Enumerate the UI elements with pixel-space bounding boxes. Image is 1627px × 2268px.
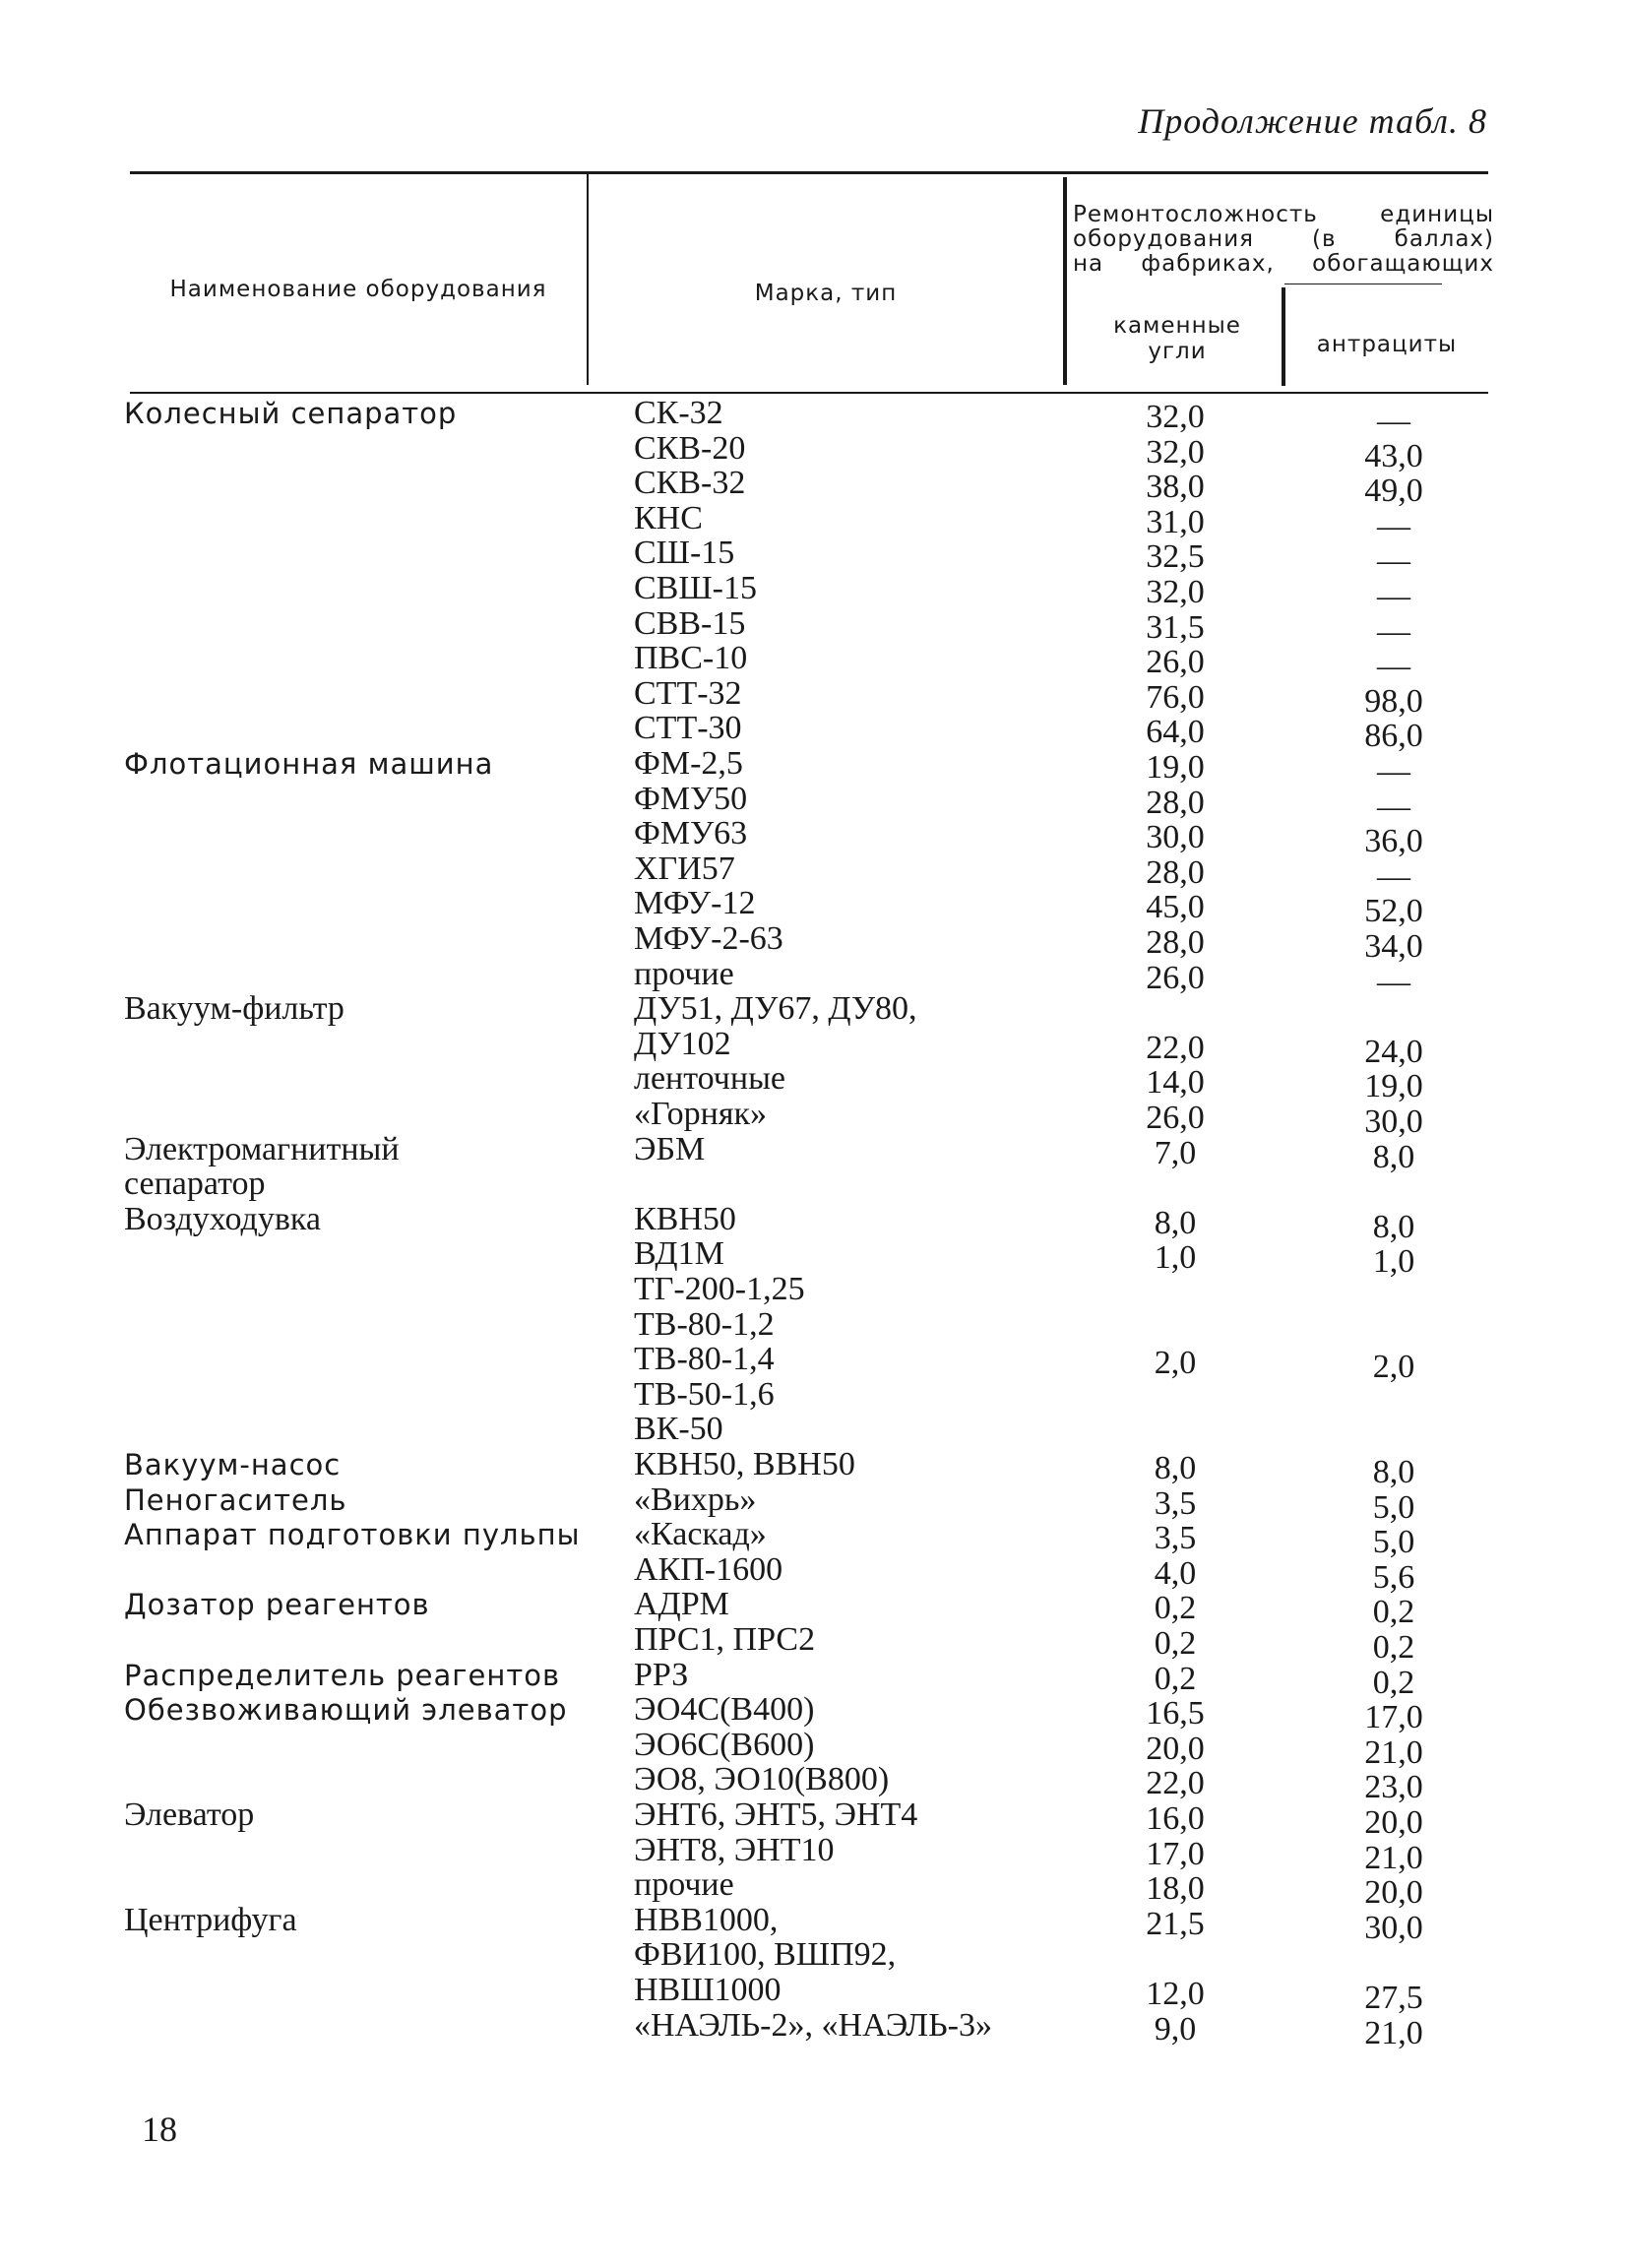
- brand-type: ТВ-80-1,2: [634, 1305, 775, 1343]
- equipment-name: Вакуум-фильтр: [124, 990, 344, 1028]
- brand-type: СКВ-20: [634, 429, 746, 467]
- coal-value: 32,5: [1146, 538, 1205, 576]
- brand-type: ТВ-50-1,6: [634, 1375, 775, 1413]
- coal-value: 20,0: [1146, 1730, 1205, 1767]
- anthracite-value: 8,0: [1372, 1138, 1415, 1175]
- brand-type: ДУ51, ДУ67, ДУ80,: [634, 990, 917, 1028]
- coal-value: 17,0: [1146, 1835, 1205, 1872]
- equipment-name: Аппарат подготовки пульпы: [124, 1518, 581, 1552]
- coal-value: 1,0: [1154, 1239, 1197, 1277]
- brand-type: ДУ102: [634, 1025, 731, 1062]
- anthracite-value: —: [1377, 403, 1410, 439]
- anthracite-value: 5,6: [1372, 1558, 1415, 1596]
- brand-type: ФМ-2,5: [634, 745, 743, 782]
- brand-type: «Горняк»: [634, 1096, 768, 1132]
- header-group-line3: на фабриках, обогащающих: [1073, 251, 1494, 277]
- anthracite-value: 27,5: [1364, 1980, 1423, 2016]
- coal-value: 76,0: [1146, 678, 1205, 716]
- anthracite-value: 2,0: [1372, 1349, 1415, 1386]
- anthracite-value: 86,0: [1364, 718, 1423, 755]
- coal-value: 38,0: [1146, 469, 1205, 506]
- brand-type: «Вихрь»: [634, 1480, 757, 1518]
- anthracite-value: 30,0: [1364, 1909, 1423, 1946]
- brand-type: КВН50, ВВН50: [634, 1446, 855, 1482]
- anthracite-value: 1,0: [1372, 1243, 1415, 1281]
- coal-value: 0,2: [1154, 1625, 1197, 1662]
- anthracite-value: 21,0: [1364, 1839, 1423, 1876]
- header-top-rule: [130, 171, 1488, 174]
- table-continuation-caption: Продолжение табл. 8: [1138, 101, 1487, 141]
- anthracite-value: 21,0: [1364, 2014, 1423, 2051]
- anthracite-value: 19,0: [1364, 1068, 1423, 1105]
- anthracite-value: —: [1377, 612, 1410, 650]
- brand-type: ЭБМ: [634, 1130, 706, 1167]
- anthracite-value: 0,2: [1372, 1594, 1415, 1631]
- header-group-line1: Ремонтосложность единицы: [1073, 202, 1494, 227]
- equipment-name: Электромагнитный: [124, 1130, 400, 1167]
- coal-value: 31,0: [1146, 503, 1205, 540]
- header-bottom-rule: [130, 392, 1488, 394]
- brand-type: ХГИ57: [634, 850, 735, 887]
- coal-value: 0,2: [1154, 1590, 1197, 1627]
- coal-value: 18,0: [1146, 1870, 1205, 1908]
- coal-value: 21,5: [1146, 1905, 1205, 1942]
- brand-type: прочие: [634, 955, 734, 992]
- brand-type: СКВ-32: [634, 465, 746, 502]
- page-number: 18: [142, 2110, 177, 2149]
- brand-type: ТГ-200-1,25: [634, 1271, 805, 1307]
- brand-type: ФМУ63: [634, 815, 748, 852]
- brand-type: РРЗ: [634, 1656, 689, 1693]
- brand-type: ЭО4С(В400): [634, 1691, 815, 1729]
- anthracite-value: 52,0: [1364, 893, 1423, 930]
- header-equipment-name: Наименование оборудования: [169, 277, 547, 302]
- anthracite-value: 17,0: [1364, 1699, 1423, 1736]
- equipment-name: Пеногаситель: [124, 1482, 347, 1517]
- brand-type: СТТ-32: [634, 674, 742, 712]
- coal-value: 26,0: [1146, 644, 1205, 681]
- brand-type: АКП-1600: [634, 1550, 783, 1588]
- coal-value: 16,0: [1146, 1800, 1205, 1837]
- coal-value: 12,0: [1146, 1976, 1205, 2012]
- coal-value: 28,0: [1146, 924, 1205, 961]
- brand-type: ВК-50: [634, 1411, 723, 1448]
- brand-type: НВШ1000: [634, 1972, 782, 2008]
- anthracite-value: 43,0: [1364, 437, 1423, 474]
- coal-value: 45,0: [1146, 889, 1205, 926]
- coal-value: 7,0: [1154, 1134, 1197, 1171]
- brand-type: ФМУ50: [634, 780, 748, 817]
- brand-type: АДРМ: [634, 1586, 729, 1623]
- header-group-line2: оборудования (в баллах): [1073, 226, 1494, 252]
- brand-type: ТВ-80-1,4: [634, 1341, 775, 1378]
- coal-value: 32,0: [1146, 574, 1205, 610]
- anthracite-value: 49,0: [1364, 472, 1423, 510]
- coal-value: 16,5: [1146, 1695, 1205, 1732]
- equipment-name: Вакуум-насос: [124, 1448, 342, 1481]
- equipment-name: Обезвоживающий элеватор: [124, 1693, 568, 1728]
- brand-type: ленточные: [634, 1060, 786, 1098]
- coal-value: 3,5: [1154, 1520, 1197, 1557]
- anthracite-value: —: [1377, 788, 1410, 825]
- anthracite-value: 36,0: [1364, 823, 1423, 860]
- coal-value: 2,0: [1154, 1345, 1197, 1382]
- coal-value: 19,0: [1146, 749, 1205, 786]
- equipment-name: Распределитель реагентов: [124, 1658, 561, 1692]
- anthracite-value: 20,0: [1364, 1804, 1423, 1841]
- coal-value: 22,0: [1146, 1765, 1205, 1802]
- coal-value: 3,5: [1154, 1484, 1197, 1522]
- anthracite-value: 30,0: [1364, 1103, 1423, 1140]
- coal-value: 64,0: [1146, 714, 1205, 751]
- coal-value: 8,0: [1154, 1450, 1197, 1486]
- coal-value: 32,0: [1146, 399, 1205, 435]
- anthracite-value: 0,2: [1372, 1629, 1415, 1666]
- coal-value: 9,0: [1154, 2010, 1197, 2048]
- anthracite-value: —: [1377, 963, 1410, 1000]
- equipment-name: Элеватор: [124, 1796, 255, 1833]
- brand-type: СТТ-30: [634, 710, 742, 747]
- coal-value: 30,0: [1146, 819, 1205, 856]
- anthracite-value: 24,0: [1364, 1033, 1423, 1070]
- anthracite-value: 0,2: [1372, 1664, 1415, 1701]
- brand-type: НВВ1000,: [634, 1901, 779, 1938]
- coal-value: 14,0: [1146, 1064, 1205, 1102]
- coal-value: 22,0: [1146, 1029, 1205, 1066]
- anthracite-value: 8,0: [1372, 1454, 1415, 1490]
- brand-type: прочие: [634, 1866, 734, 1904]
- header-coal: каменные угли: [1113, 313, 1241, 364]
- anthracite-value: —: [1377, 578, 1410, 614]
- coal-value: 8,0: [1154, 1204, 1197, 1241]
- brand-type: ЭНТ8, ЭНТ10: [634, 1831, 835, 1868]
- coal-value: 32,0: [1146, 433, 1205, 471]
- header-divider-2: [1063, 177, 1067, 385]
- equipment-name: Колесный сепаратор: [124, 397, 458, 430]
- header-anthracite: антрациты: [1316, 332, 1458, 357]
- coal-value: 0,2: [1154, 1660, 1197, 1697]
- equipment-name: Центрифуга: [124, 1901, 297, 1938]
- brand-type: СВВ-15: [634, 604, 746, 642]
- anthracite-value: 23,0: [1364, 1769, 1423, 1806]
- brand-type: ВД1М: [634, 1235, 724, 1273]
- brand-type: МФУ-2-63: [634, 920, 783, 957]
- brand-type: КНС: [634, 499, 703, 536]
- brand-type: КВН50: [634, 1200, 736, 1237]
- anthracite-value: —: [1377, 753, 1410, 789]
- anthracite-value: 5,0: [1372, 1524, 1415, 1561]
- brand-type: ПВС-10: [634, 640, 748, 677]
- brand-type: ЭО8, ЭО10(В800): [634, 1761, 890, 1798]
- coal-value: 26,0: [1146, 959, 1205, 996]
- brand-type: ФВИ100, ВШП92,: [634, 1936, 897, 1974]
- brand-type: ЭО6С(В600): [634, 1726, 815, 1763]
- brand-type: СК-32: [634, 395, 723, 431]
- brand-type: СВШ-15: [634, 570, 757, 606]
- anthracite-value: 20,0: [1364, 1874, 1423, 1912]
- anthracite-value: —: [1377, 857, 1410, 895]
- coal-value: 26,0: [1146, 1100, 1205, 1136]
- anthracite-value: 34,0: [1364, 928, 1423, 965]
- coal-value: 31,5: [1146, 608, 1205, 646]
- coal-value: 28,0: [1146, 853, 1205, 891]
- anthracite-value: 98,0: [1364, 682, 1423, 720]
- anthracite-value: 8,0: [1372, 1208, 1415, 1245]
- anthracite-value: —: [1377, 648, 1410, 685]
- coal-value: 4,0: [1154, 1554, 1197, 1592]
- brand-type: МФУ-12: [634, 885, 756, 922]
- header-divider-1: [587, 174, 589, 385]
- header-brand-type: Марка, тип: [754, 281, 898, 306]
- brand-type: СШ-15: [634, 535, 735, 572]
- anthracite-value: 21,0: [1364, 1733, 1423, 1771]
- equipment-name: Дозатор реагентов: [124, 1588, 430, 1622]
- brand-type: «Каскад»: [634, 1516, 767, 1553]
- equipment-name: Воздуходувка: [124, 1200, 321, 1237]
- coal-value: 28,0: [1146, 784, 1205, 821]
- brand-type: ПРС1, ПРС2: [634, 1621, 816, 1658]
- equipment-name: Флотационная машина: [124, 747, 494, 781]
- brand-type: ЭНТ6, ЭНТ5, ЭНТ4: [634, 1796, 918, 1833]
- equipment-name: сепаратор: [124, 1166, 266, 1203]
- brand-type: «НАЭЛЬ-2», «НАЭЛЬ-3»: [634, 2006, 992, 2044]
- anthracite-value: 5,0: [1372, 1488, 1415, 1526]
- anthracite-value: —: [1377, 507, 1410, 544]
- anthracite-value: —: [1377, 542, 1410, 580]
